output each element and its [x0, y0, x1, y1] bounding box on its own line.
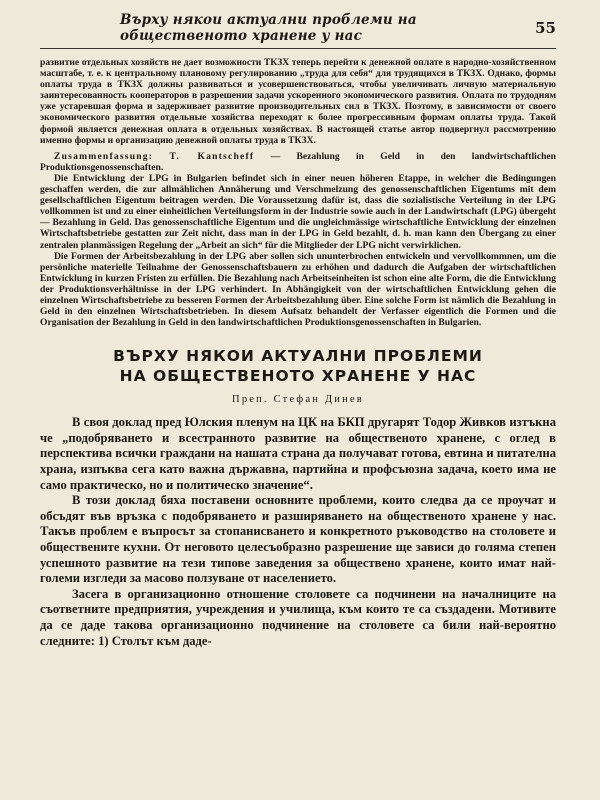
page-number: 55 [535, 19, 556, 37]
article-paragraph: Засега в организационно отношение столовете са подчинени на началниците на съответните предприятия, учреждения и училища, към които те са създадени. Мотивите да се даде такова организационно подчинение на столовете са били най-вероятно следните: 1) Столът към даде- [40, 586, 556, 648]
german-summary-paragraph: Die Entwicklung der LPG in Bulgarien befindet sich in einer neuen höheren Etappe, in welcher die Bedingungen geschaffen werden, die zur allmählichen Annäherung und Verschmelzung des genossenschaftlichen Eigentums mit dem gesellschaftlichen Eigentum beitragen werden. Die Voraussetzung dafür ist, dass die sozialistische Verteilung in der LPG vollkommen ist und zu einer einheitlichen Verteilungsform in der Industrie sowie auch in der Landwirtschaft (LPG) übergeht — Bezahlung in Geld. Das genossenschaftliche Eigentum und die ungleichmässige wirtschaftliche Entwicklung der einzelnen Wirtschaftsbetriebe gestatten zur Zeit nicht, dass man in der LPG in Geld bezahlt, d. h. man kann den Übergang zu einer zentralen planmässigen Regelung der „Arbeit an sich“ für die Mitglieder der LPG nicht verwirklichen. [40, 172, 556, 251]
page-header [40, 6, 556, 49]
article-body [40, 415, 556, 649]
article-title [40, 346, 556, 386]
german-summary [40, 151, 556, 329]
german-summary-head [40, 151, 556, 173]
summary-author: T. Kantscheff [169, 150, 255, 162]
german-summary-paragraph: Die Formen der Arbeitsbezahlung in der LPG aber sollen sich ununterbrochen entwickeln und vervollkommnen, um die persönliche materielle Teilnahme der Genossenschaftsbauern zu erhöhen und dadurch die Aufgaben der wirtschaftlichen Entwicklung in kurzen Fristen zu erfüllen. Die Bezahlung nach Arbeitseinheiten ist schon eine alte Form, die die Entwicklung der Produktionsverhältnisse in der LPG verhindert. In Abhängigkeit von der wirtschaftlichen Entwicklung gehen die einzelnen Wirtschaftsbetriebe zu besseren Formen der Arbeitsbezahlung über. Eine solche Form ist nämlich die Bezahlung in Geld in den einzelnen Wirtschaftsbetrieben. In diesem Aufsatz behandelt der Verfasser eigentlich die Formen und die Organisation der Bezahlung in Geld in den landwirtschaftlichen Produktionsgenossenschaften in Bulgarien. [40, 250, 556, 329]
article-paragraph: В своя доклад пред Юлския пленум на ЦК на БКП другарят Тодор Живков изтъкна че „подобряването и всестранното развитие на общественото хранене, с оглед в перспектива всички граждани на нашата страна да получават готова, евтина и питателна храна, изпъква сега като важна държавна, партийна и профсъюзна задача, което има не само практическо, но и политическо значение“. [40, 415, 556, 492]
article-title-line: ВЪРХУ НЯКОИ АКТУАЛНИ ПРОБЛЕМИ [113, 347, 483, 366]
russian-summary-text: развитие отдельных хозяйств не дает возможности ТКЗХ теперь перейти к денежной оплате в народно-хозяйственном масштабе, т. е. к центральному плановому регулированию „труда для себя“ для трудящихся в ТКЗХ. Однако, формы оплаты труда в ТКЗХ должны развиваться и усовершенствоваться, чтобы увеличивать личную материальную заинтересованность кооператоров в разрешении задачи ускоренного экономического развития. Оплата по трудодням уже устаревшая форма и задерживает развитие производительных сил в ТКЗХ. Поэтому, в зависимости от своего экономического развития отдельные хозяйства переходят к более прогрессивным формам оплаты труда. Такой формой является денежная оплата в отдельных хозяйствах. В настоящей статье автор подвергнул рассмотрению именно формы и организацию денежной оплаты труда в ТКЗХ. [40, 57, 556, 146]
summary-heading: Zusammenfassung: [54, 150, 154, 162]
article-author: Преп. Стефан Динев [232, 394, 364, 406]
summary-title: — Bezahlung in Geld in den landwirtschaftlichen Produktionsgenossenschaften. [40, 150, 557, 173]
running-title: Върху някои актуални проблеми на общественото хранене у нас [120, 12, 417, 44]
article-paragraph: В този доклад бяха поставени основните проблеми, които следва да се проучат и обсъдят във връзка с подобряването и разширяването на общественото хранене у нас. Такъв проблем е въпросът за стопанисването и конкретното ръководство на столовете и обществените кухни. От неговото целесъобразно разрешение ще зависи до голяма степен успешното развитие на тези типове заведения за обществено хранене, които имат най-големи изгледи за масово ползуване от населението. [40, 493, 556, 586]
article-title-line: НА ОБЩЕСТВЕНОТО ХРАНЕНЕ У НАС [119, 367, 477, 386]
russian-summary [40, 57, 556, 146]
